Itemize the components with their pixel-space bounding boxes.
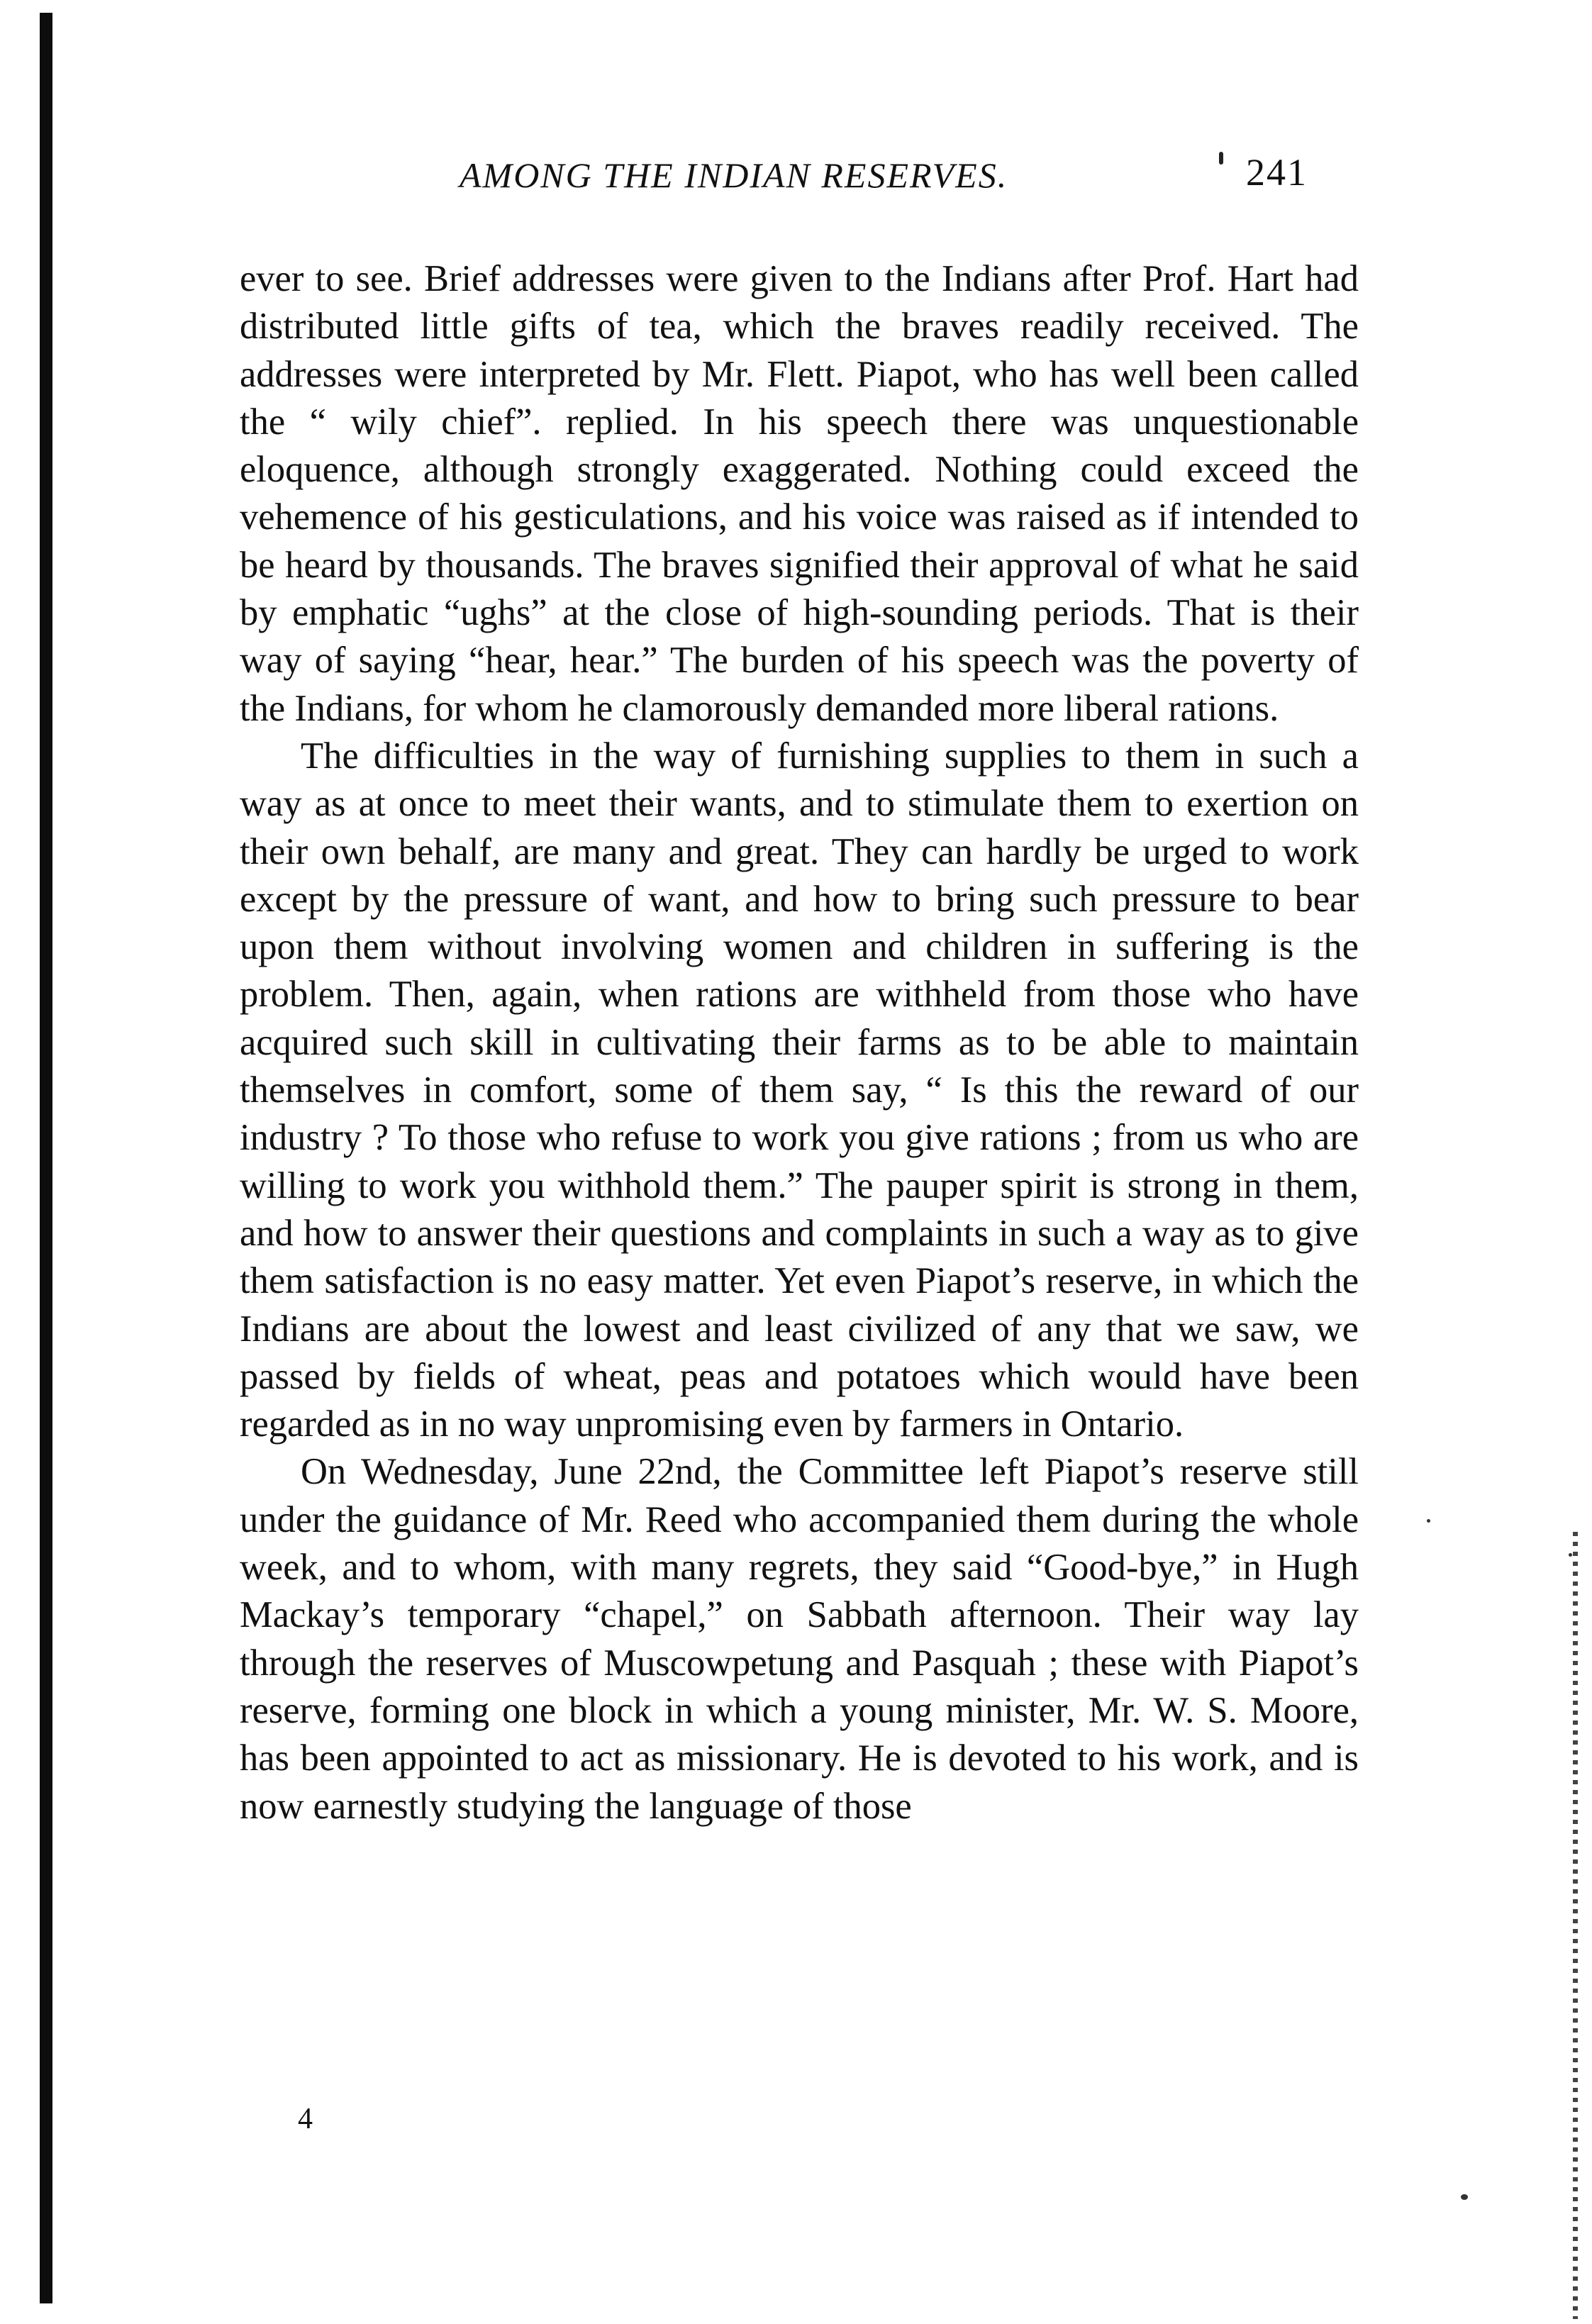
scan-binding-edge (40, 13, 52, 2303)
paragraph-2: The difficulties in the way of furnishing supplies to them in such a way as at once to meet their wants, and to stimulate them to exertion on their own behalf, are many and great. They can hardly be urged to work except by the pressure of want, and how to bring such pressure to bear upon them without involving women and children in suffering is the problem. Then, again, when rations are withheld from those who have acquired such skill in cultivating their farms as to be able to maintain themselves in comfort, some of them say, “ Is this the reward of our industry ? To those who refuse to work you give rations ; from us who are willing to work you withhold them.” The pauper spirit is strong in them, and how to answer their questions and complaints in such a way as to give them satisfaction is no easy matter. Yet even Piapot’s reserve, in which the Indians are about the lowest and least civilized of any that we saw, we passed by fields of wheat, peas and potatoes which would have been regarded as in no way unpromising even by farmers in Ontario. (240, 735, 1359, 1445)
body-text (240, 255, 1359, 1830)
scan-right-edge-noise (1573, 1532, 1578, 2319)
paragraph-1: ever to see. Brief addresses were given to the Indians after Prof. Hart had distributed little gifts of tea, which the braves readily received. The addresses were interpreted by Mr. Flett. Piapot, who has well been called the “ wily chief”. replied. In his speech there was unquestionable eloquence, although strongly exaggerated. Nothing could exceed the vehemence of his gesticulations, and his voice was raised as if intended to be heard by thousands. The braves signified their approval of what he said by emphatic “ughs” at the close of high-sounding periods. That is their way of saying “hear, hear.” The burden of his speech was the poverty of the Indians, for whom he clamorously demanded more liberal rations. (240, 258, 1359, 729)
signature-mark: 4 (298, 2103, 313, 2135)
paragraph-3: On Wednesday, June 22nd, the Committee left Piapot’s reserve still under the guidance of Mr. Reed who accompanied them during the whole week, and to whom, with many regrets, they said “Good-bye,” in Hugh Mackay’s temporary “chapel,” on Sabbath afternoon. Their way lay through the reserves of Muscowpetung and Pasquah ; these with Piapot’s reserve, forming one block in which a young minister, Mr. W. S. Moore, has been appointed to act as missionary. He is devoted to his work, and is now earnestly studying the language of those (240, 1451, 1359, 1827)
scan-speck (1461, 2194, 1468, 2200)
page-number: 241 (1246, 151, 1308, 194)
scan-speck (1427, 1519, 1430, 1523)
running-title: AMONG THE INDIAN RESERVES. (460, 155, 1008, 195)
scan-dot (1219, 152, 1223, 165)
scan-speck (1569, 1553, 1572, 1557)
